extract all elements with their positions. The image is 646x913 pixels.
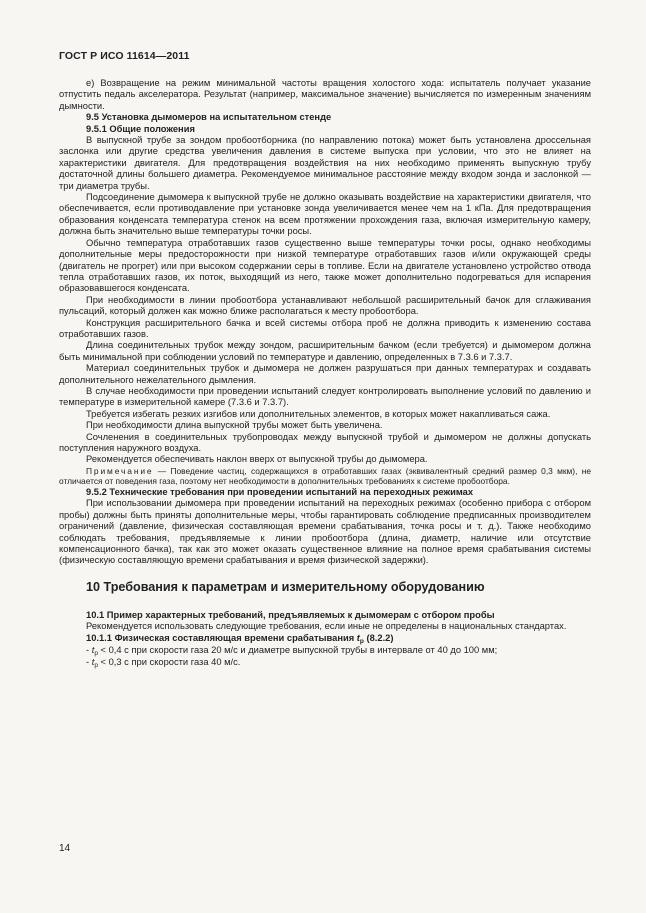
list-item-text: < 0,4 с при скорости газа 20 м/с и диаметре выпускной трубы в интервале от 40 до 100 мм; — [97, 645, 498, 656]
paragraph: В случае необходимости при проведении испытаний следует контролировать выполнение условий по давлению и температуре в измерительной камере (7.3.6 и 7.3.7). — [59, 385, 591, 408]
paragraph: Длина соединительных трубок между зондом, расширительным бачком (если требуется) и дымомером должна быть минимальной при соблюдении условий по температуре и давлению, определенных в 7.3.6 и 7.3.7. — [59, 340, 591, 362]
list-dash: - — [86, 645, 92, 656]
paragraph: Материал соединительных трубок и дымомера не должен разрушаться при данных температурах и создавать дополнительного нежелательного дымления. — [59, 363, 591, 385]
paragraph: При необходимости длина выпускной трубы может быть увеличена. — [86, 420, 383, 431]
note-label: Примечание — [86, 465, 154, 476]
heading-10-1: 10.1 Пример характерных требований, предъявляемых к дымомерам с отбором пробы — [86, 609, 495, 620]
paragraph-item-e: е) Возвращение на режим минимальной частоты вращения холостого хода: испытатель получает указание отпустить педаль акселератора. Результат (например, максимальное значение) вычисляется по измеренным значениям дымности. — [59, 78, 591, 111]
paragraph: При использовании дымомера при проведении испытаний на переходных режимах (особенно прибора с отбором пробы) должны быть приняты дополнительные меры, чтобы гарантировать соблюдение предписанных производителем ограничений (давление, физическая составляющая времени срабатывания, точка росы и т. д.). Также необходимо соблюдать требования, предъявляемые к линии пробоотбора (длина, диаметр, наличие или отсутствие компенсационного бачка), так как это может оказать существенное влияние на полное время срабатывания системы (физическую составляющую времени срабатывания и время физической задержки). — [59, 498, 591, 566]
note-text: — Поведение частиц, содержащихся в отработавших газах (эквивалентный средний размер 0,3 мкм), не отличается от поведения газа, поэтому нет необходимости в дополнительных требованиях к системе пробоотбора. — [59, 465, 591, 487]
symbol-t: t — [91, 645, 95, 656]
subscript-p: p — [94, 662, 98, 670]
symbol-t: t — [91, 657, 95, 668]
heading-9-5-2: 9.5.2 Технические требования при проведении испытаний на переходных режимах — [86, 487, 474, 497]
section-heading-10: 10 Требования к параметрам и измерительному оборудованию — [86, 579, 485, 594]
subscript-p: p — [359, 637, 364, 645]
subscript-p: p — [94, 650, 98, 658]
paragraph: Рекомендуется обеспечивать наклон вверх от выпускной трубы до дымомера. — [86, 454, 428, 465]
list-item-text: < 0,3 с при скорости газа 40 м/с. — [97, 657, 241, 668]
list-item — [59, 645, 591, 657]
list-item — [59, 657, 591, 669]
list-dash: - — [86, 657, 92, 668]
page-number: 14 — [59, 843, 71, 854]
paragraph: Обычно температура отработавших газов существенно выше температуры точки росы, однако необходимы дополнительные меры предосторожности при низкой температуре отработавших газов и/или окружающей среды (двигатель не прогрет) или при высоком содержании серы в топливе. Если на двигателе установлено устройство отвода тепла отработавших газов, их поток, выходящий из него, также может дополнительно подогреваться для испарения образовавшегося конденсата. — [59, 237, 591, 294]
heading-10-1-1 — [59, 633, 591, 645]
paragraph: В выпускной трубе за зондом пробоотборника (по направлению потока) может быть установлена дроссельная заслонка или другие средства увеличения давления в системе выпуска при условии, что это не влияет на характеристики двигателя. Для предотвращения воздействия на них необходимо применять выпускную трубу достаточной длины большего диаметра. Рекомендуемое минимальное расстояние между входом зонда и заслонкой — три диаметра трубы. — [59, 135, 591, 191]
paragraph: Сочленения в соединительных трубопроводах между выпускной трубой и дымомером не должны допускать поступления наружного воздуха. — [59, 431, 591, 453]
heading-9-5: 9.5 Установка дымомеров на испытательном стенде — [86, 112, 332, 123]
paragraph: Рекомендуется использовать следующие требования, если иные не определены в национальных стандартах. — [86, 621, 567, 632]
paragraph: Конструкция расширительного бачка и всей системы отбора проб не должна приводить к изменению состава отработавших газов. — [59, 317, 591, 339]
note — [59, 466, 591, 487]
heading-ref: (8.2.2) — [363, 632, 394, 643]
heading-9-5-1: 9.5.1 Общие положения — [86, 123, 195, 134]
symbol-t: t — [356, 632, 360, 643]
heading-text: 10.1.1 Физическая составляющая времени срабатывания — [86, 632, 357, 643]
paragraph: Требуется избегать резких изгибов или дополнительных элементов, в которых может накапливаться сажа. — [86, 408, 551, 419]
paragraph: Подсоединение дымомера к выпускной трубе не должно оказывать воздействие на характеристики двигателя, что обеспечивается, если противодавление при установке зонда увеличивается менее чем на 1 кПа. Для предотвращения образования конденсата температура стенок на всем протяжении прохождения газа, включая измерительную камеру, должна быть значительно выше температуры точки росы. — [59, 192, 591, 237]
document-code-header: ГОСТ Р ИСО 11614—2011 — [59, 50, 190, 62]
paragraph: При необходимости в линии пробоотбора устанавливают небольшой расширительный бачок для сглаживания пульсаций, который должен как можно ближе располагаться к месту пробоотбора. — [59, 294, 591, 317]
document-body — [59, 78, 591, 670]
